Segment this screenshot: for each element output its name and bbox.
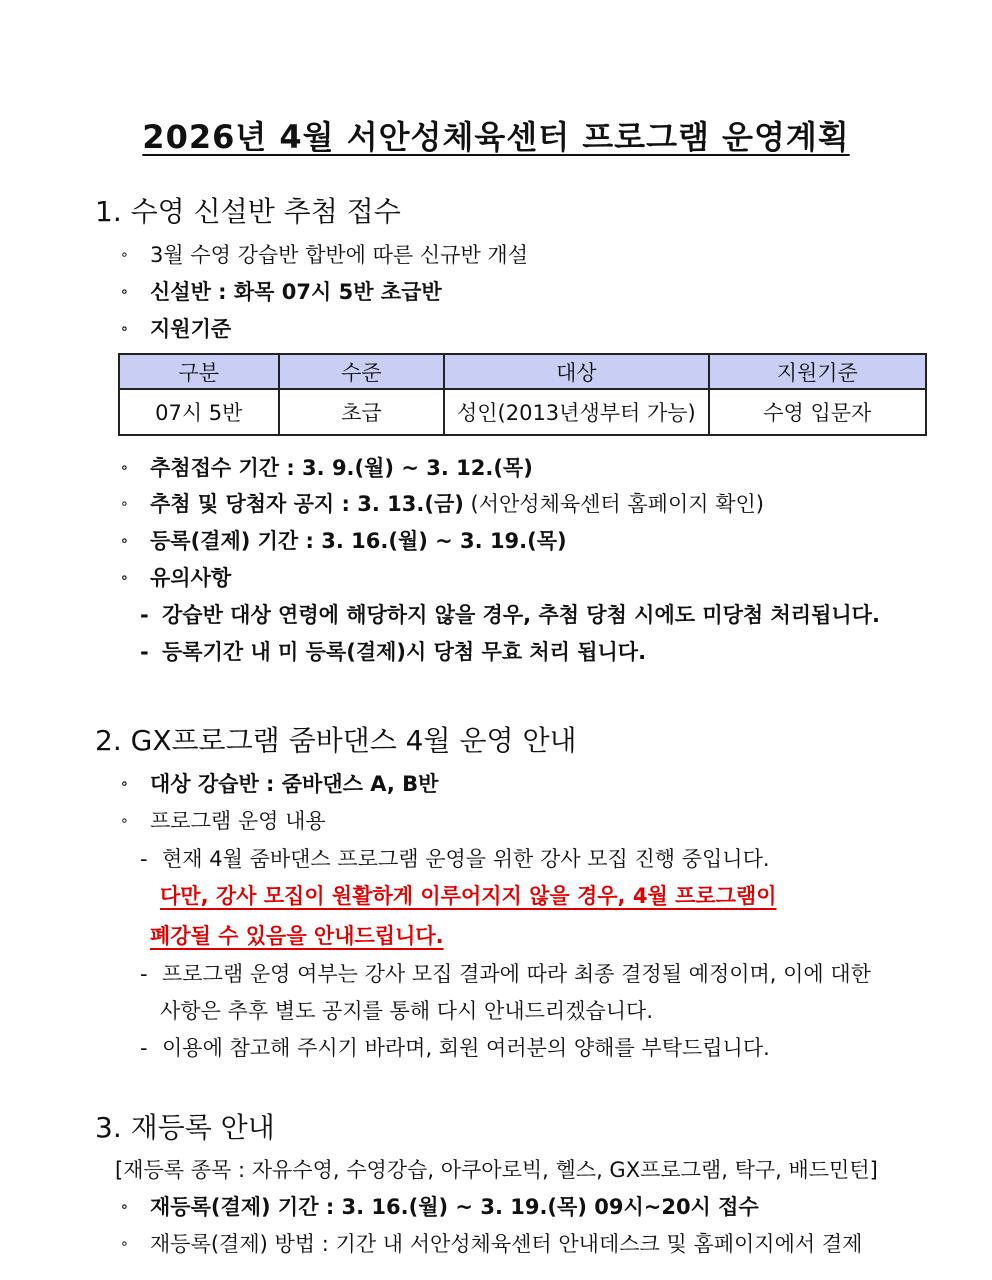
note-continuation: 사항은 추후 별도 공지를 통해 다시 안내드리겠습니다. bbox=[160, 999, 654, 1023]
section2-bullet-1: ∘ 대상 강습반 : 줌바댄스 A, B반 bbox=[120, 772, 439, 796]
bullet-marker: ∘ bbox=[120, 1199, 129, 1215]
note-item: - 등록기간 내 미 등록(결제)시 당첨 무효 처리 됩니다. bbox=[140, 640, 647, 664]
reregistration-period: ∘ 재등록(결제) 기간 : 3. 16.(월) ~ 3. 19.(목) 09시~20시 접수 bbox=[120, 1195, 759, 1219]
section1-bullet-2: ∘ 신설반 : 화목 07시 5반 초급반 bbox=[120, 280, 442, 304]
dash-marker: - bbox=[140, 603, 149, 627]
table-cell: 수영 입문자 bbox=[709, 389, 926, 435]
bullet-marker: ∘ bbox=[120, 533, 129, 549]
dash-marker: - bbox=[140, 847, 148, 871]
support-criteria-table bbox=[118, 353, 927, 436]
table-row bbox=[119, 389, 926, 435]
bullet-marker: ∘ bbox=[120, 1236, 129, 1252]
table-cell: 07시 5반 bbox=[119, 389, 279, 435]
section2-heading: 2. GX프로그램 줌바댄스 4월 운영 안내 bbox=[95, 724, 577, 757]
bullet-marker: ∘ bbox=[120, 570, 129, 586]
dash-marker: - bbox=[140, 962, 148, 986]
table-header-cell: 수준 bbox=[279, 354, 445, 389]
bullet-marker: ∘ bbox=[120, 247, 129, 263]
dash-marker: - bbox=[140, 640, 149, 664]
bullet-marker: ∘ bbox=[120, 460, 129, 476]
table-cell: 성인(2013년생부터 가능) bbox=[444, 389, 708, 435]
note-item: - 프로그램 운영 여부는 강사 모집 결과에 따라 최종 결정될 예정이며, 이에 대한 bbox=[140, 962, 871, 986]
section1-bullet-3: ∘ 지원기준 bbox=[120, 317, 232, 341]
table-header-cell: 지원기준 bbox=[709, 354, 926, 389]
registration-period: ∘ 등록(결제) 기간 : 3. 16.(월) ~ 3. 19.(목) bbox=[120, 529, 567, 553]
warning-line-1: 다만, 강사 모집이 원활하게 이루어지지 않을 경우, 4월 프로그램이 bbox=[160, 884, 777, 908]
warning-line-2: 폐강될 수 있음을 안내드립니다. bbox=[150, 924, 444, 948]
dash-marker: - bbox=[140, 1036, 148, 1060]
table-header-row bbox=[119, 354, 926, 389]
notes-heading: ∘ 유의사항 bbox=[120, 566, 232, 590]
bullet-marker: ∘ bbox=[120, 496, 129, 512]
section2-bullet-2: ∘ 프로그램 운영 내용 bbox=[120, 809, 326, 833]
table-header-cell: 구분 bbox=[119, 354, 279, 389]
note-item: - 강습반 대상 연령에 해당하지 않을 경우, 추첨 당첨 시에도 미당첨 처리됩니다. bbox=[140, 603, 880, 627]
section1-bullet-1: ∘ 3월 수영 강습반 합반에 따른 신규반 개설 bbox=[120, 243, 528, 267]
section1-heading: 1. 수영 신설반 추첨 접수 bbox=[95, 195, 401, 228]
reregistration-method: ∘ 재등록(결제) 방법 : 기간 내 서안성체육센터 안내데스크 및 홈페이지에서 결제 bbox=[120, 1232, 863, 1256]
bullet-marker: ∘ bbox=[120, 813, 129, 829]
bullet-marker: ∘ bbox=[120, 776, 129, 792]
note-item: - 이용에 참고해 주시기 바라며, 회원 여러분의 양해를 부탁드립니다. bbox=[140, 1036, 770, 1060]
lottery-period: ∘ 추첨접수 기간 : 3. 9.(월) ~ 3. 12.(목) bbox=[120, 456, 533, 480]
winner-notice: ∘ 추첨 및 당첨자 공지 : 3. 13.(금) (서안성체육센터 홈페이지 확인) bbox=[120, 492, 764, 516]
reregistration-items: [재등록 종목 : 자유수영, 수영강습, 아쿠아로빅, 헬스, GX프로그램, 탁구, 배드민턴] bbox=[115, 1158, 878, 1182]
table-header-cell: 대상 bbox=[444, 354, 708, 389]
section3-heading: 3. 재등록 안내 bbox=[95, 1111, 275, 1144]
bullet-marker: ∘ bbox=[120, 284, 129, 300]
page-title: 2026년 4월 서안성체육센터 프로그램 운영계획 bbox=[142, 118, 850, 156]
note-item: - 현재 4월 줌바댄스 프로그램 운영을 위한 강사 모집 진행 중입니다. bbox=[140, 847, 770, 871]
table-cell: 초급 bbox=[279, 389, 445, 435]
bullet-marker: ∘ bbox=[120, 321, 129, 337]
